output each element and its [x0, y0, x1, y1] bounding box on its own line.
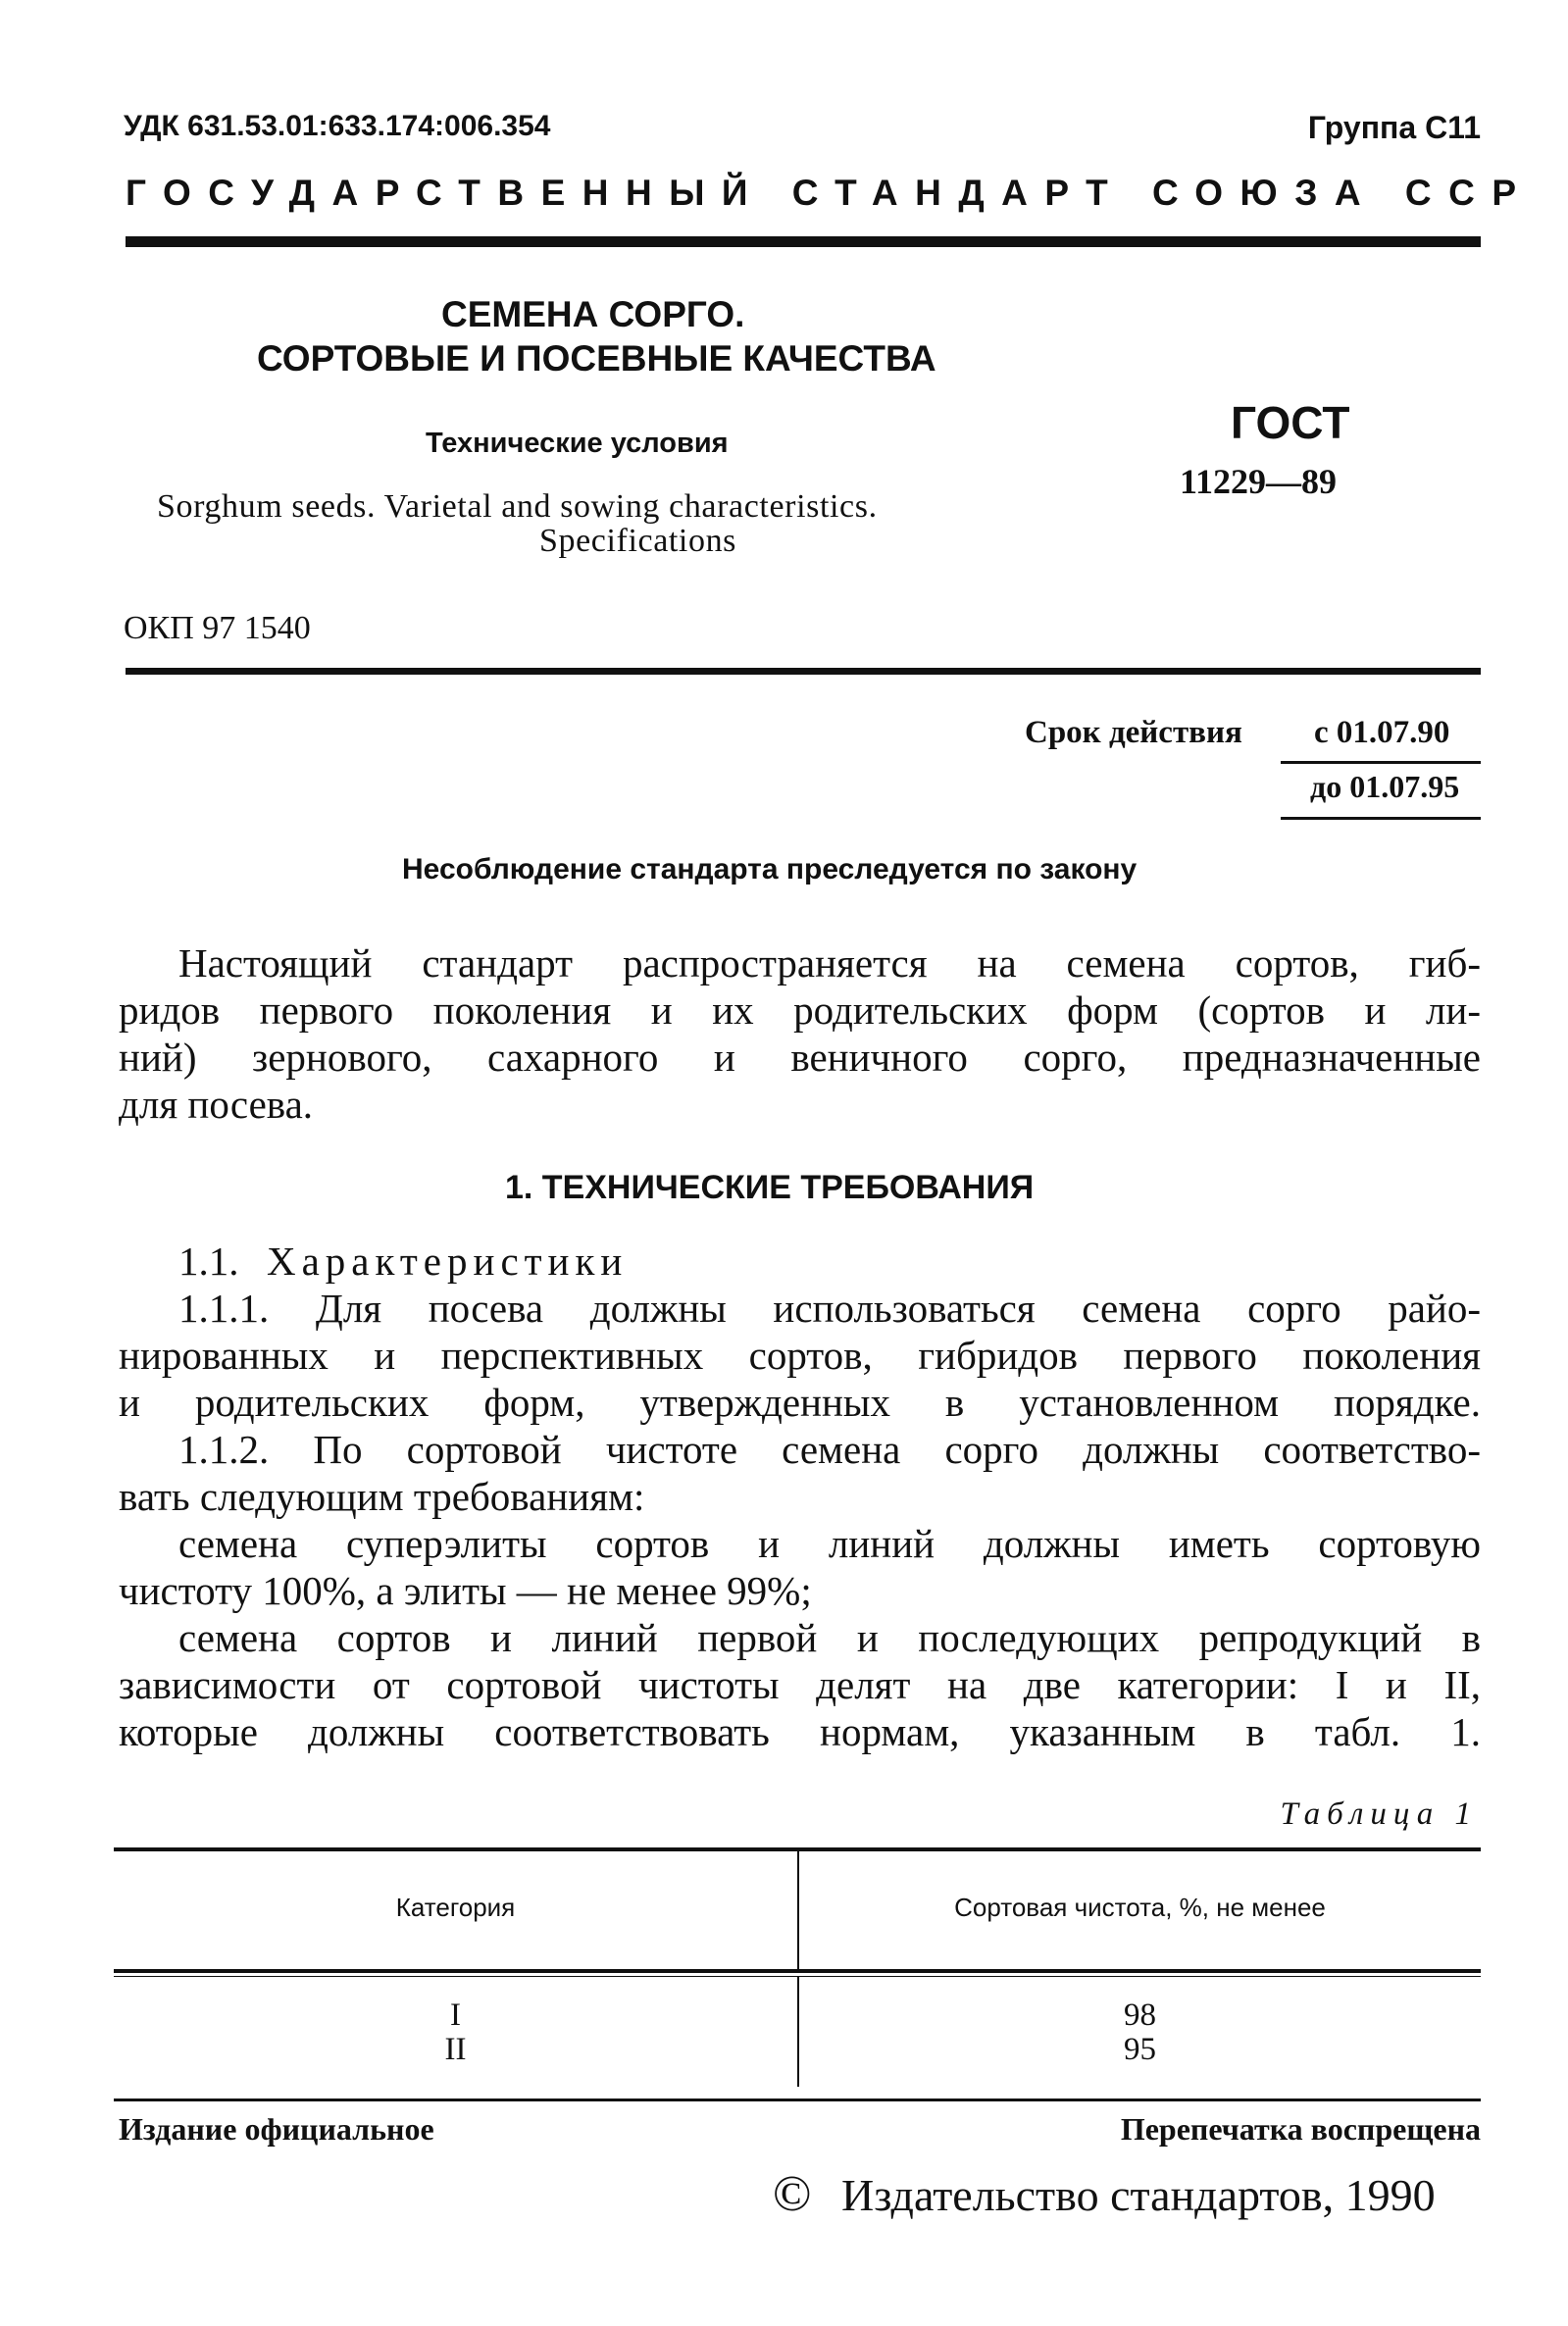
requirements-line-10: которые должны соответствовать нормам, указанным в табл. 1.	[119, 1709, 1481, 1754]
requirements-line-3: и родительских форм, утвержденных в установленном порядке.	[119, 1380, 1481, 1425]
title-rule	[126, 668, 1481, 675]
requirements-line-5: вать следующим требованиям:	[119, 1474, 645, 1519]
english-title-line2: Specifications	[539, 523, 737, 559]
intro-line-2: ридов первого поколения и их родительских форм (сортов и ли-	[119, 987, 1481, 1033]
requirements-line-9: зависимости от сортовой чистоты делят на две категории: I и II,	[119, 1662, 1481, 1707]
table-row: II	[444, 2032, 467, 2067]
validity-label: Срок действия	[1025, 715, 1242, 750]
state-standard-banner: ГОСУДАРСТВЕННЫЙ СТАНДАРТ СОЮЗА ССР	[126, 173, 1534, 213]
group-code: Группа С11	[1307, 110, 1481, 145]
udk-code: УДК 631.53.01:633.174:006.354	[124, 110, 551, 142]
table-row: 98	[1124, 1997, 1156, 2033]
validity-to: до 01.07.95	[1310, 769, 1460, 804]
edition-official: Издание официальное	[119, 2111, 434, 2147]
requirements-line-1: 1.1.1. Для посева должны использоваться семена сорго райо-	[178, 1286, 1481, 1331]
validity-rule-1	[1281, 761, 1481, 764]
section-heading: 1. ТЕХНИЧЕСКИЕ ТРЕБОВАНИЯ	[505, 1169, 1035, 1206]
gost-label: ГОСТ	[1231, 397, 1350, 448]
header-rule	[126, 236, 1481, 247]
okp-code: ОКП 97 1540	[124, 610, 311, 646]
table-caption: Таблица 1	[1280, 1796, 1478, 1832]
table-bottom-rule	[114, 2098, 1481, 2101]
table-row: 95	[1124, 2032, 1156, 2067]
requirements-line-2: нированных и перспективных сортов, гибридов первого поколения	[119, 1333, 1481, 1378]
table-header-category: Категория	[395, 1893, 516, 1922]
table-header-purity: Сортовая чистота, %, не менее	[954, 1893, 1326, 1922]
copyright-icon: ©	[773, 2166, 812, 2222]
reprint-prohibited: Перепечатка воспрещена	[1120, 2111, 1481, 2147]
requirements-line-6: семена суперэлиты сортов и линий должны иметь сортовую	[178, 1521, 1481, 1566]
legal-notice: Несоблюдение стандарта преследуется по закону	[402, 853, 1138, 885]
publisher-copyright: Издательство стандартов, 1990	[841, 2170, 1436, 2220]
document-title-line2: СОРТОВЫЕ И ПОСЕВНЫЕ КАЧЕСТВА	[257, 338, 936, 379]
validity-from: с 01.07.90	[1314, 715, 1450, 750]
gost-number: 11229—89	[1180, 462, 1338, 501]
intro-line-3: ний) зернового, сахарного и веничного сорго, предназначенные	[119, 1035, 1481, 1080]
table-row: I	[450, 1997, 461, 2033]
subsection-number: 1.1.	[178, 1239, 239, 1284]
table-header-rule	[114, 1969, 1481, 1973]
requirements-line-8: семена сортов и линий первой и последующих репродукций в	[178, 1615, 1481, 1660]
document-title-line1: СЕМЕНА СОРГО.	[441, 294, 745, 334]
subsection-title: Характеристики	[267, 1239, 629, 1284]
document-subtitle: Технические условия	[426, 428, 729, 459]
requirements-line-7: чистоту 100%, а элиты — не менее 99%;	[119, 1568, 812, 1613]
requirements-line-4: 1.1.2. По сортовой чистоте семена сорго должны соответство-	[178, 1427, 1481, 1472]
english-title-line1: Sorghum seeds. Varietal and sowing characteristics.	[157, 488, 878, 525]
intro-line-1: Настоящий стандарт распространяется на семена сортов, гиб-	[178, 940, 1481, 986]
intro-line-4: для посева.	[119, 1082, 314, 1127]
validity-rule-2	[1281, 817, 1481, 820]
